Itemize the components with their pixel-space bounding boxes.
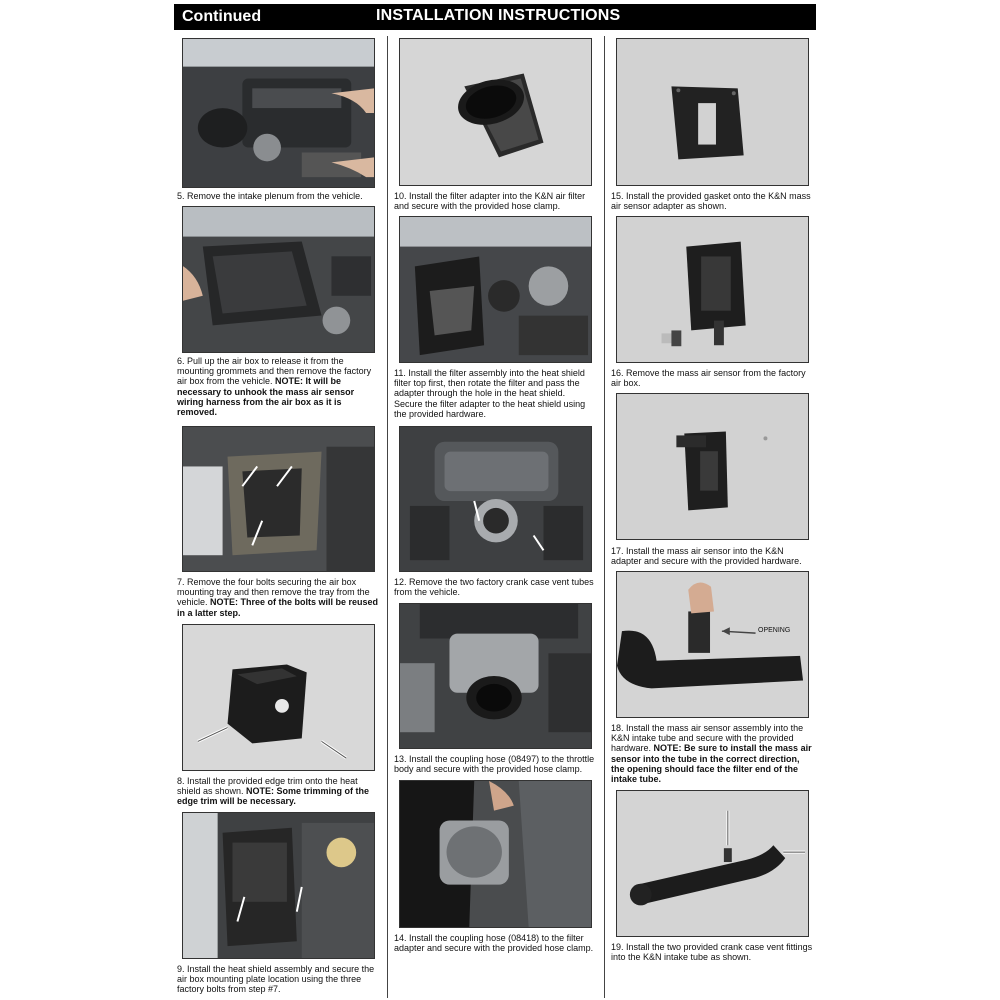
photo-step-17 xyxy=(616,393,809,540)
caption-step-8 xyxy=(177,776,377,807)
photo-step-13 xyxy=(399,603,592,749)
caption-step-16 xyxy=(611,368,813,388)
photo-step-18 xyxy=(616,571,809,718)
photo-step-10 xyxy=(399,38,592,186)
caption-text: 17. Install the mass air sensor into the K&N adapter and secure with the provided hardware. xyxy=(611,546,802,567)
caption-step-19 xyxy=(611,942,813,962)
column-divider-2 xyxy=(604,36,605,998)
caption-step-6 xyxy=(177,356,377,417)
caption-step-13 xyxy=(394,754,596,774)
page-header xyxy=(174,4,816,30)
photo-step-8 xyxy=(182,624,375,771)
photo-step-12 xyxy=(399,426,592,572)
caption-note: NOTE: Three of the bolts will be reused in a latter step. xyxy=(177,597,379,618)
caption-step-12 xyxy=(394,577,596,597)
caption-text: 14. Install the coupling hose (08418) to the filter adapter and secure with the provided hose clamp. xyxy=(394,933,594,954)
caption-step-11 xyxy=(394,368,596,419)
caption-step-15 xyxy=(611,191,813,211)
caption-text: 18. Install the mass air sensor assembly into the K&N intake tube and secure with the provided hardware. xyxy=(611,723,804,754)
caption-text: 8. Install the provided edge trim onto the heat shield as shown. xyxy=(177,776,358,797)
photo-step-5 xyxy=(182,38,375,188)
caption-note: NOTE: Be sure to install the mass air sensor into the tube in the correct direction, the opening should face the filter end of the intake tube. xyxy=(611,743,812,785)
caption-step-5 xyxy=(177,191,377,201)
photo-step-7 xyxy=(182,426,375,572)
opening-label: OPENING xyxy=(758,627,791,634)
caption-note: NOTE: Some trimming of the edge trim will be necessary. xyxy=(177,786,370,807)
caption-text: 13. Install the coupling hose (08497) to the throttle body and secure with the provided hose clamp. xyxy=(394,754,595,775)
caption-text: 16. Remove the mass air sensor from the factory air box. xyxy=(611,368,806,389)
caption-text: 15. Install the provided gasket onto the K&N mass air sensor adapter as shown. xyxy=(611,191,811,212)
caption-step-18 xyxy=(611,723,813,784)
caption-note: NOTE: It will be necessary to unhook the mass air sensor wiring harness from the air box as it is removed. xyxy=(177,376,355,418)
caption-text: 11. Install the filter assembly into the heat shield filter top first, then rotate the filter and pass the adapter through the hole in the heat shield. Secure the filter adapter to the heat shield using the provided hardware. xyxy=(394,368,586,419)
photo-step-9 xyxy=(182,812,375,959)
caption-text: 6. Pull up the air box to release it from the mounting grommets and then remove the factory air box from the vehicle. xyxy=(177,356,372,387)
photo-step-14 xyxy=(399,780,592,928)
caption-step-9 xyxy=(177,964,377,995)
caption-text: 19. Install the two provided crank case vent fittings into the K&N intake tube as shown. xyxy=(611,942,813,963)
caption-text: 10. Install the filter adapter into the K&N air filter and secure with the provided hose clamp. xyxy=(394,191,586,212)
column-divider-1 xyxy=(387,36,388,998)
photo-step-6 xyxy=(182,206,375,353)
caption-step-10 xyxy=(394,191,596,211)
caption-text: 7. Remove the four bolts securing the air box mounting tray and then remove the tray from the vehicle. xyxy=(177,577,370,608)
photo-step-16 xyxy=(616,216,809,363)
caption-step-7 xyxy=(177,577,379,618)
photo-step-15 xyxy=(616,38,809,186)
caption-step-17 xyxy=(611,546,813,566)
caption-text: 5. Remove the intake plenum from the vehicle. xyxy=(177,191,363,201)
continued-label: Continued xyxy=(182,8,262,25)
caption-text: 9. Install the heat shield assembly and secure the air box mounting plate location using the three factory bolts from step #7. xyxy=(177,964,375,995)
photo-step-19 xyxy=(616,790,809,937)
page-title: INSTALLATION INSTRUCTIONS xyxy=(376,7,621,24)
caption-step-14 xyxy=(394,933,596,953)
caption-text: 12. Remove the two factory crank case vent tubes from the vehicle. xyxy=(394,577,594,598)
photo-step-11 xyxy=(399,216,592,363)
